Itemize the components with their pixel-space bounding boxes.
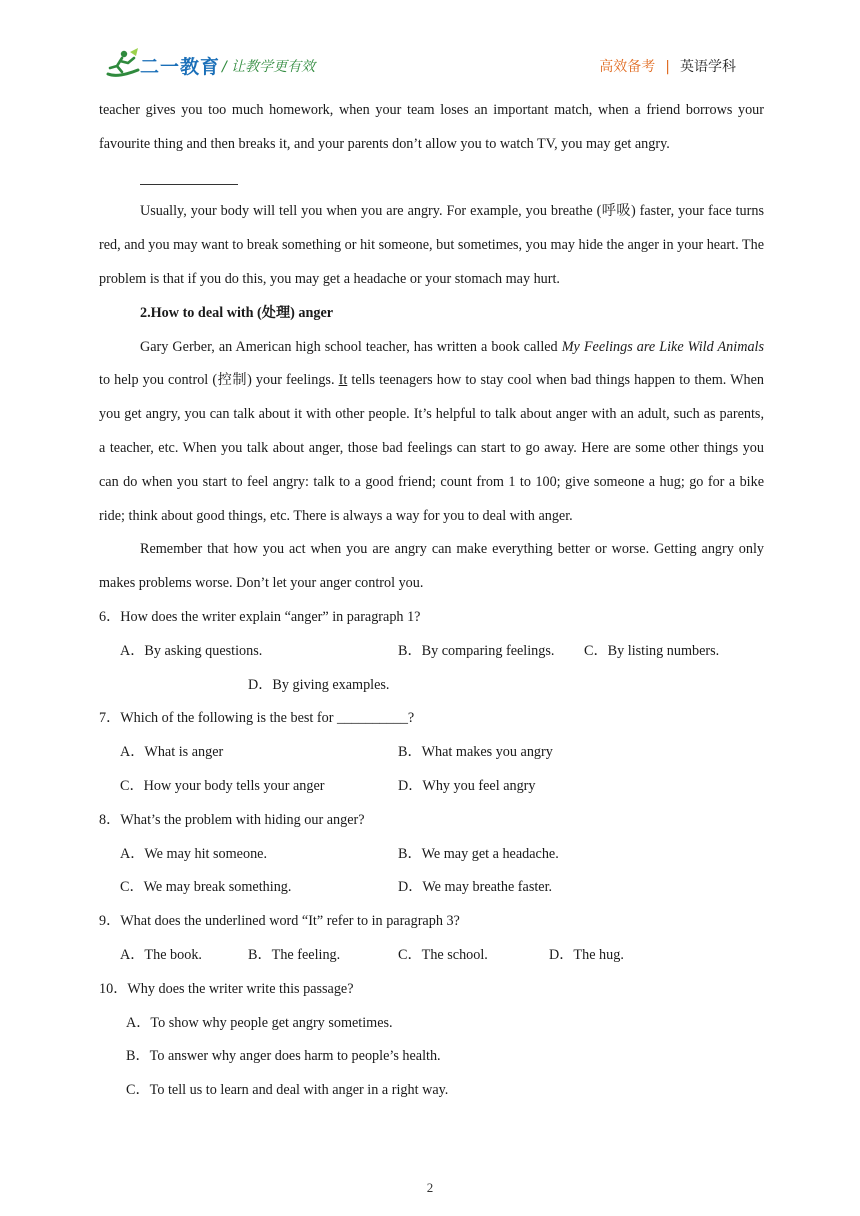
question-9: 9．What does the underlined word “It” refer to in paragraph 3? [99, 913, 460, 930]
option-a: A．By asking questions. [120, 642, 263, 659]
header-tag-subject: 英语学科 [680, 59, 736, 75]
question-8-options-2 [99, 871, 764, 905]
underlined-word-it: It [338, 372, 348, 389]
option-b: B．By comparing feelings. [398, 642, 555, 659]
page-content [99, 94, 764, 1108]
book-title: My Feelings are Like Wild Animals [561, 338, 764, 355]
option-d: D．We may breathe faster. [398, 879, 553, 896]
question-10: 10．Why does the writer write this passage? [99, 980, 354, 997]
question-10-option-a-row [99, 1007, 764, 1041]
page-number: 2 [426, 1180, 434, 1195]
option-d: D．By giving examples. [248, 676, 390, 693]
question-6: 6．How does the writer explain “anger” in paragraph 1? [99, 608, 421, 625]
option-c: C．The school. [398, 946, 488, 963]
question-6-options [99, 635, 764, 669]
option-c: C．By listing numbers. [584, 642, 720, 659]
heading-blank-line [99, 162, 764, 196]
passage-paragraph-body: Usually, your body will tell you when you are angry. For example, you breathe (呼吸) faster, your face turns red, and you may want to break something or hit someone, but sometimes, you may hide the anger in your heart. The problem is that if you do this, you may get a headache or your stomach may hurt. [99, 203, 764, 287]
question-7-options-2 [99, 770, 764, 804]
header-tag-exam: 高效备考 [599, 59, 656, 75]
option-c: C．How your body tells your anger [120, 777, 325, 794]
question-8: 8．What’s the problem with hiding our anger? [99, 811, 365, 828]
question-10-option-b-row [99, 1040, 764, 1074]
option-d: D．Why you feel angry [398, 777, 536, 794]
page-header [0, 0, 860, 90]
question-7: 7．Which of the following is the best for __________? [99, 710, 415, 727]
logo-text: 二一教育 [140, 56, 221, 78]
option-d: D．The hug. [549, 946, 624, 963]
text-segment: tells teenagers how to stay cool when bad things happen to them. When you get angry, you can talk about it with other people. It’s helpful to talk about anger with an adult, such as parents, a teacher, etc. When you talk about anger, those bad feelings can start to go away. Here are some other things you can do when you start to feel angry: talk to a good friend; count from 1 to 100; give someone a hug; go for a bike ride; think about good things, etc. There is always a way for you to deal with anger. [99, 372, 765, 524]
section-heading-deal-with-anger: 2.How to deal with (处理) anger [140, 304, 334, 321]
option-a: A．To show why people get angry sometimes. [126, 1014, 393, 1031]
text-segment: Gary Gerber, an American high school teacher, has written a book called [140, 338, 562, 355]
option-c: C．To tell us to learn and deal with anger in a right way. [126, 1082, 449, 1099]
option-a: A．What is anger [120, 744, 224, 761]
passage-paragraph-intro-end: teacher gives you too much homework, when your team loses an important match, when a friend borrows your favourite thing and then breaks it, and your parents don’t allow you to watch TV, you may get angry. [99, 102, 764, 152]
header-subject [599, 56, 736, 76]
header-separator: | [665, 59, 670, 75]
option-b: B．The feeling. [248, 946, 341, 963]
text-segment: to help you control (控制) your feelings. [99, 372, 339, 389]
passage-paragraph-gerber [99, 331, 764, 534]
question-8-options [99, 838, 764, 872]
option-b: B．To answer why anger does harm to people’s health. [126, 1048, 441, 1065]
question-9-options [99, 939, 764, 973]
option-b: B．We may get a headache. [398, 845, 559, 862]
option-a: A．The book. [120, 946, 202, 963]
option-a: A．We may hit someone. [120, 845, 268, 862]
passage-paragraph-conclusion: Remember that how you act when you are angry can make everything better or worse. Getting angry only makes problems worse. Don’t let your anger control you. [99, 541, 764, 592]
question-10-option-c-row [99, 1074, 764, 1108]
option-b: B．What makes you angry [398, 744, 553, 761]
option-c: C．We may break something. [120, 879, 292, 896]
header-slogan: / 让教学更有效 [222, 59, 316, 75]
question-6-options-2 [99, 669, 764, 703]
question-7-options [99, 736, 764, 770]
